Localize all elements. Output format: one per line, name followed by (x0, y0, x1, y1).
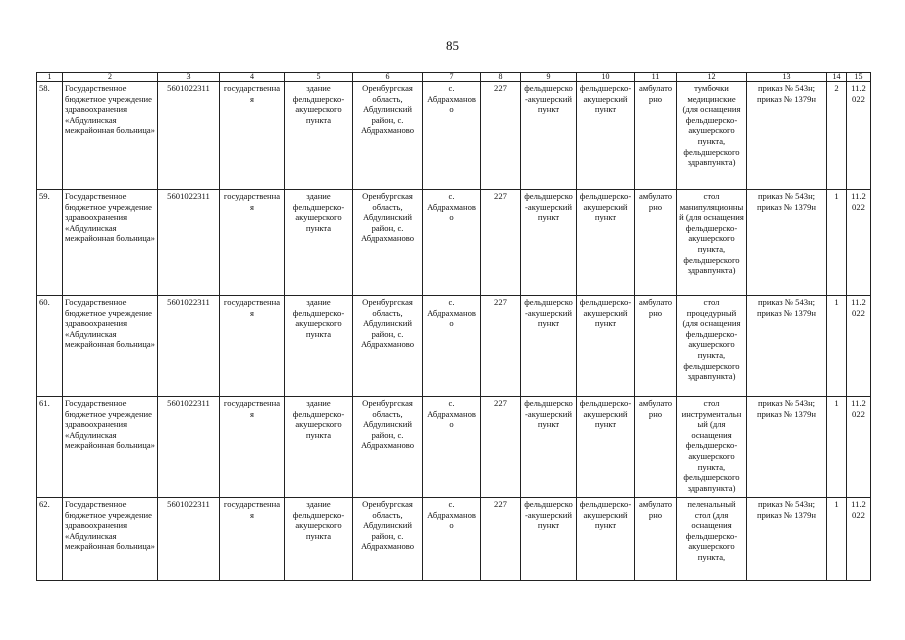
code-cell: 227 (481, 190, 521, 296)
column-header: 8 (481, 73, 521, 82)
page-number: 85 (446, 38, 459, 53)
column-header: 4 (220, 73, 285, 82)
column-header: 5 (285, 73, 353, 82)
unit-name-cell: фельдшерско-акушерский пункт (577, 498, 635, 581)
equipment-cell: стол инструментальный (для оснащения фельдшерско-акушерского пункта, фельдшерского здравпункта) (677, 397, 747, 498)
inn-cell: 5601022311 (158, 82, 220, 190)
column-header: 12 (677, 73, 747, 82)
date-cell: 11.2022 (847, 82, 871, 190)
row-number: 59. (37, 190, 63, 296)
table-row (37, 498, 871, 581)
unit-type-cell: фельдшерско-акушерский пункт (521, 397, 577, 498)
organization-name: Государственное бюджетное учреждение здравоохранения «Абдулинская межрайонная больница» (63, 498, 158, 581)
unit-name-cell: фельдшерско-акушерский пункт (577, 82, 635, 190)
order-cell: приказ № 543н; приказ № 1379н (747, 190, 827, 296)
ownership-cell: государственная (220, 82, 285, 190)
unit-name-cell: фельдшерско-акушерский пункт (577, 397, 635, 498)
building-cell: здание фельдшерско-акушерского пункта (285, 498, 353, 581)
code-cell: 227 (481, 296, 521, 397)
column-header: 13 (747, 73, 827, 82)
column-header: 3 (158, 73, 220, 82)
table-row (37, 296, 871, 397)
code-cell: 227 (481, 498, 521, 581)
care-mode-cell: амбулаторно (635, 190, 677, 296)
settlement-cell: с. Абдрахманово (423, 498, 481, 581)
table-row (37, 397, 871, 498)
equipment-cell: стол манипуляционный (для оснащения фельдшерско-акушерского пункта, фельдшерского здравпункта) (677, 190, 747, 296)
settlement-cell: с. Абдрахманово (423, 296, 481, 397)
settlement-cell: с. Абдрахманово (423, 397, 481, 498)
inn-cell: 5601022311 (158, 296, 220, 397)
unit-type-cell: фельдшерско-акушерский пункт (521, 296, 577, 397)
unit-type-cell: фельдшерско-акушерский пункт (521, 82, 577, 190)
column-header: 10 (577, 73, 635, 82)
date-cell: 11.2022 (847, 190, 871, 296)
organization-name: Государственное бюджетное учреждение здравоохранения «Абдулинская межрайонная больница» (63, 397, 158, 498)
column-header: 14 (827, 73, 847, 82)
care-mode-cell: амбулаторно (635, 296, 677, 397)
quantity-cell: 2 (827, 82, 847, 190)
column-header: 6 (353, 73, 423, 82)
address-cell: Оренбургская область, Абдулинский район, с. Абдрахманово (353, 397, 423, 498)
equipment-cell: пеленальный стол (для оснащения фельдшерско-акушерского пункта, (677, 498, 747, 581)
row-number: 61. (37, 397, 63, 498)
table-row (37, 190, 871, 296)
unit-type-cell: фельдшерско-акушерский пункт (521, 190, 577, 296)
table-header-row (37, 73, 871, 82)
order-cell: приказ № 543н; приказ № 1379н (747, 296, 827, 397)
organization-name: Государственное бюджетное учреждение здравоохранения «Абдулинская межрайонная больница» (63, 296, 158, 397)
column-header: 2 (63, 73, 158, 82)
row-number: 58. (37, 82, 63, 190)
code-cell: 227 (481, 397, 521, 498)
building-cell: здание фельдшерско-акушерского пункта (285, 397, 353, 498)
quantity-cell: 1 (827, 190, 847, 296)
care-mode-cell: амбулаторно (635, 498, 677, 581)
care-mode-cell: амбулаторно (635, 82, 677, 190)
building-cell: здание фельдшерско-акушерского пункта (285, 296, 353, 397)
ownership-cell: государственная (220, 296, 285, 397)
care-mode-cell: амбулаторно (635, 397, 677, 498)
date-cell: 11.2022 (847, 296, 871, 397)
organization-name: Государственное бюджетное учреждение здравоохранения «Абдулинская межрайонная больница» (63, 190, 158, 296)
ownership-cell: государственная (220, 397, 285, 498)
inn-cell: 5601022311 (158, 498, 220, 581)
equipment-table (36, 72, 871, 581)
code-cell: 227 (481, 82, 521, 190)
quantity-cell: 1 (827, 498, 847, 581)
unit-type-cell: фельдшерско-акушерский пункт (521, 498, 577, 581)
column-header: 1 (37, 73, 63, 82)
inn-cell: 5601022311 (158, 190, 220, 296)
building-cell: здание фельдшерско-акушерского пункта (285, 82, 353, 190)
quantity-cell: 1 (827, 397, 847, 498)
unit-name-cell: фельдшерско-акушерский пункт (577, 190, 635, 296)
address-cell: Оренбургская область, Абдулинский район, с. Абдрахманово (353, 498, 423, 581)
order-cell: приказ № 543н; приказ № 1379н (747, 498, 827, 581)
order-cell: приказ № 543н; приказ № 1379н (747, 82, 827, 190)
column-header: 9 (521, 73, 577, 82)
building-cell: здание фельдшерско-акушерского пункта (285, 190, 353, 296)
equipment-cell: стол процедурный (для оснащения фельдшерско-акушерского пункта, фельдшерского здравпункта) (677, 296, 747, 397)
inn-cell: 5601022311 (158, 397, 220, 498)
ownership-cell: государственная (220, 498, 285, 581)
ownership-cell: государственная (220, 190, 285, 296)
quantity-cell: 1 (827, 296, 847, 397)
row-number: 62. (37, 498, 63, 581)
column-header: 15 (847, 73, 871, 82)
address-cell: Оренбургская область, Абдулинский район, с. Абдрахманово (353, 190, 423, 296)
unit-name-cell: фельдшерско-акушерский пункт (577, 296, 635, 397)
table-row (37, 82, 871, 190)
row-number: 60. (37, 296, 63, 397)
settlement-cell: с. Абдрахманово (423, 190, 481, 296)
column-header: 11 (635, 73, 677, 82)
column-header: 7 (423, 73, 481, 82)
organization-name: Государственное бюджетное учреждение здравоохранения «Абдулинская межрайонная больница» (63, 82, 158, 190)
settlement-cell: с. Абдрахманово (423, 82, 481, 190)
order-cell: приказ № 543н; приказ № 1379н (747, 397, 827, 498)
date-cell: 11.2022 (847, 498, 871, 581)
date-cell: 11.2022 (847, 397, 871, 498)
address-cell: Оренбургская область, Абдулинский район, с. Абдрахманово (353, 296, 423, 397)
address-cell: Оренбургская область, Абдулинский район, с. Абдрахманово (353, 82, 423, 190)
equipment-cell: тумбочки медицинские (для оснащения фельдшерско-акушерского пункта, фельдшерского здравпункта) (677, 82, 747, 190)
